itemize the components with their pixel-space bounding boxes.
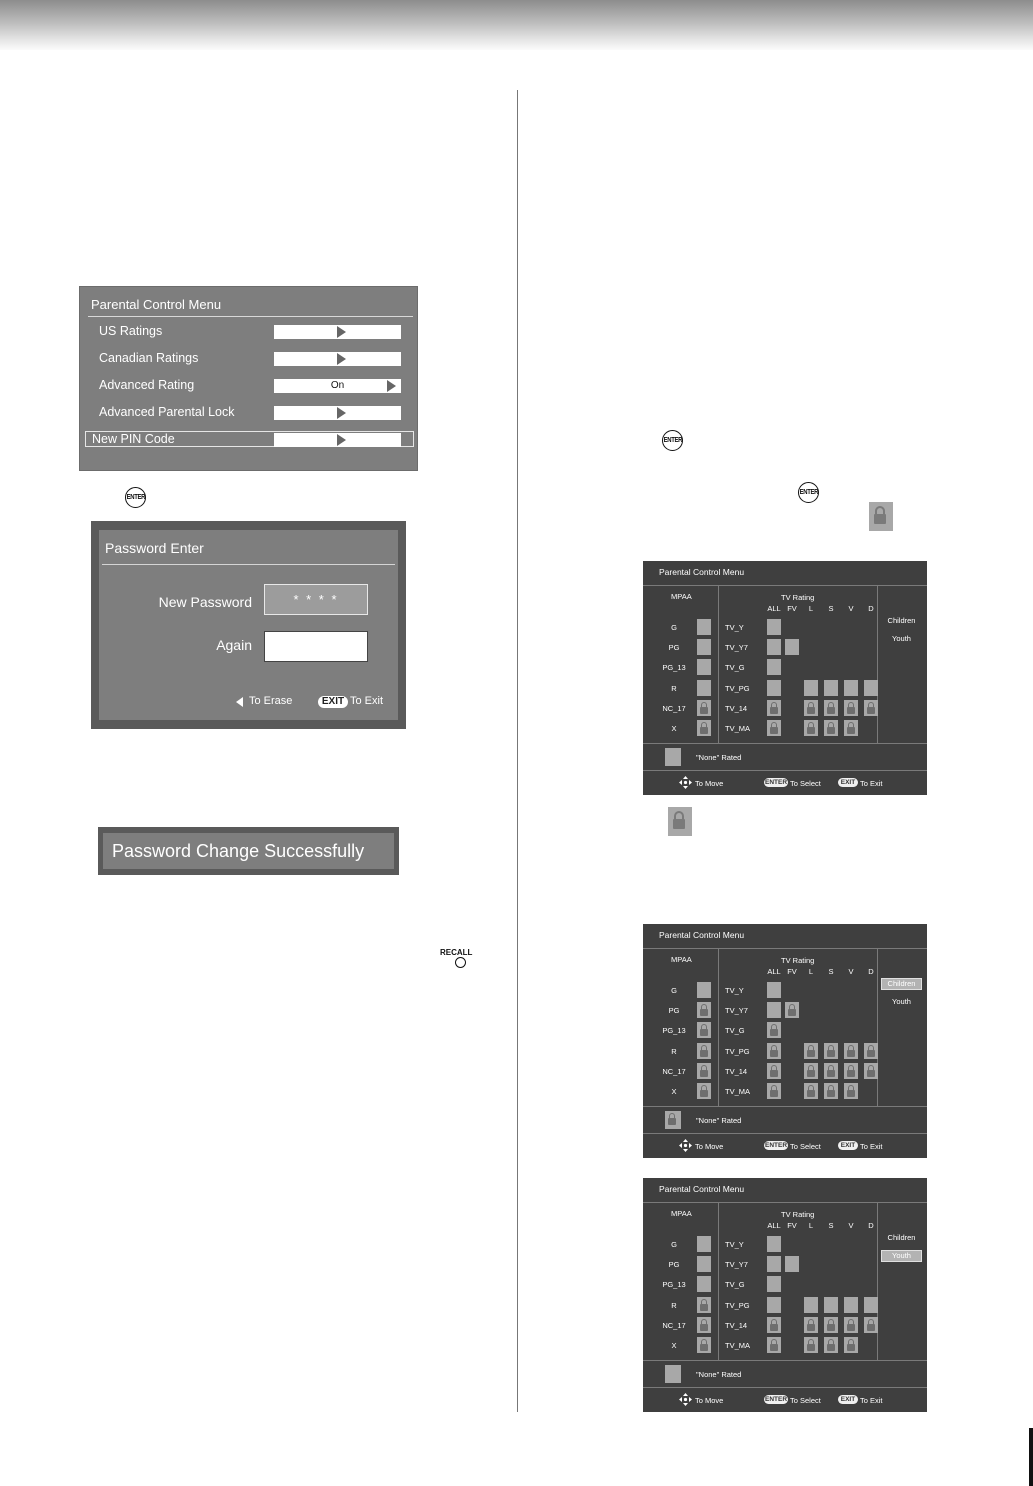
column-header-s: S [828,967,834,976]
tv-lock-cell-locked[interactable] [767,700,781,716]
age-group-children[interactable]: Children [887,616,916,625]
arrow-right-icon [337,434,346,446]
mpaa-label: PG_13 [662,663,686,672]
panel-title: Parental Control Menu [659,567,745,577]
tv-lock-cell[interactable] [767,639,781,655]
mpaa-lock-cell-locked[interactable] [697,1083,711,1099]
column-header-fv: FV [787,1221,797,1230]
tv-lock-cell-locked[interactable] [767,1337,781,1353]
tv-rating-header: TV Rating [781,593,815,602]
mpaa-label: NC_17 [662,1067,686,1076]
tv-rating-label: TV_Y [725,1240,744,1249]
column-header-s: S [828,1221,834,1230]
tv-lock-cell-locked[interactable] [844,1063,858,1079]
tv-lock-cell[interactable] [785,639,799,655]
none-rated-label: "None" Rated [696,753,742,762]
tv-lock-cell-locked[interactable] [767,1063,781,1079]
mpaa-lock-cell-locked[interactable] [697,700,711,716]
column-header-l: L [808,604,814,613]
menu-item-advanced-parental-lock[interactable]: Advanced Parental Lock [99,405,235,419]
tv-lock-cell-locked[interactable] [804,1043,818,1059]
exit-hint: To Exit [860,779,883,788]
enter-button-icon: ENTER [125,487,146,508]
tv-lock-cell-locked[interactable] [804,1083,818,1099]
tv-lock-cell-locked[interactable] [767,720,781,736]
tv-lock-cell-locked[interactable] [785,1002,799,1018]
panel-title: Parental Control Menu [659,1184,745,1194]
tv-lock-cell[interactable] [767,1002,781,1018]
mpaa-label: NC_17 [662,1321,686,1330]
tv-lock-cell[interactable] [864,1297,878,1313]
mpaa-lock-cell-locked[interactable] [697,1022,711,1038]
panel-title: Parental Control Menu [659,930,745,940]
tv-lock-cell-locked[interactable] [804,1337,818,1353]
move-hint: To Move [695,779,724,788]
mpaa-label: PG [668,643,680,652]
tv-lock-cell[interactable] [767,1276,781,1292]
success-message: Password Change Successfully [103,833,394,869]
select-hint: To Select [790,779,821,788]
tv-rating-label: TV_Y [725,623,744,632]
none-rated-section [643,1107,927,1133]
mpaa-label: PG_13 [662,1280,686,1289]
tv-rating-label: TV_MA [725,724,751,733]
column-header-fv: FV [787,604,797,613]
arrow-right-icon [387,380,396,392]
mpaa-lock-cell[interactable] [697,982,711,998]
menu-item-canadian-ratings[interactable]: Canadian Ratings [99,351,199,365]
mpaa-header: MPAA [671,1209,692,1218]
tv-lock-cell[interactable] [824,680,838,696]
tv-lock-cell[interactable] [767,680,781,696]
enter-key-icon: ENTER [764,779,788,786]
mpaa-lock-cell-locked[interactable] [697,1002,711,1018]
age-group-children[interactable]: Children [887,979,916,988]
erase-hint: To Erase [249,695,293,707]
again-password-field[interactable] [264,631,368,662]
arrow-right-icon [337,353,346,365]
column-header-l: L [808,967,814,976]
tv-rating-label: TV_MA [725,1087,751,1096]
enter-button-icon: ENTER [662,430,683,451]
tv-lock-cell[interactable] [767,1297,781,1313]
tv-lock-cell-locked[interactable] [767,1043,781,1059]
mpaa-label: G [671,1240,677,1249]
mpaa-lock-cell-locked[interactable] [697,1063,711,1079]
tv-rating-label: TV_Y7 [725,643,748,652]
column-header-fv: FV [787,967,797,976]
mpaa-label: G [671,623,677,632]
age-group-youth[interactable]: Youth [892,997,911,1006]
tv-rating-label: TV_PG [725,1301,750,1310]
recall-label: RECALL [440,948,473,957]
column-header-all: ALL [767,967,781,976]
parental-control-menu [79,286,418,471]
title-divider [102,564,395,565]
mpaa-lock-cell-locked[interactable] [697,720,711,736]
recall-button-icon [455,957,466,968]
tv-rating-label: TV_14 [725,1321,748,1330]
none-rated-lock-cell-locked[interactable] [665,1111,681,1129]
age-group-section [878,1203,927,1360]
tv-rating-label: TV_Y7 [725,1260,748,1269]
lock-icon [668,807,692,836]
tv-lock-cell[interactable] [767,982,781,998]
none-rated-lock-cell[interactable] [665,748,681,766]
column-header-v: V [848,604,854,613]
menu-item-new-pin-code[interactable]: New PIN Code [92,432,175,446]
arrow-right-icon [337,407,346,419]
tv-rating-label: TV_MA [725,1341,751,1350]
column-header-d: D [868,604,874,613]
tv-lock-cell[interactable] [844,1297,858,1313]
tv-lock-cell-locked[interactable] [767,1317,781,1333]
exit-hint: To Exit [860,1396,883,1405]
mpaa-label: R [671,1047,677,1056]
tv-rating-label: TV_G [725,663,745,672]
exit-key-icon: EXIT [838,1395,858,1404]
tv-lock-cell[interactable] [767,1256,781,1272]
password-dialog [91,521,406,729]
arrow-left-icon [236,697,243,707]
tv-lock-cell[interactable] [844,680,858,696]
move-arrows-icon [679,776,692,789]
mpaa-lock-cell-locked[interactable] [697,1297,711,1313]
select-hint: To Select [790,1142,821,1151]
age-group-youth[interactable]: Youth [892,1251,911,1260]
mpaa-lock-cell[interactable] [697,1256,711,1272]
menu-item-advanced-rating[interactable]: Advanced Rating [99,378,195,392]
tv-lock-cell[interactable] [804,680,818,696]
enter-button-icon: ENTER [798,482,819,503]
tv-rating-label: TV_G [725,1280,745,1289]
tv-lock-cell-locked[interactable] [824,1083,838,1099]
tv-lock-cell[interactable] [767,619,781,635]
tv-lock-cell-locked[interactable] [824,1317,838,1333]
age-group-section [878,586,927,743]
new-password-label: New Password [158,594,252,610]
exit-key-icon: EXIT [838,1141,858,1150]
tv-lock-cell-locked[interactable] [844,1337,858,1353]
move-arrows-icon [679,1393,692,1406]
tv-lock-cell-locked[interactable] [767,1022,781,1038]
tv-lock-cell-locked[interactable] [824,1337,838,1353]
mpaa-header: MPAA [671,592,692,601]
tv-lock-cell-locked[interactable] [864,1063,878,1079]
mpaa-lock-cell[interactable] [697,659,711,675]
age-group-youth[interactable]: Youth [892,634,911,643]
tv-lock-cell[interactable] [767,659,781,675]
tv-lock-cell-locked[interactable] [864,700,878,716]
column-header-s: S [828,604,834,613]
mpaa-label: PG [668,1260,680,1269]
exit-key-icon: EXIT [838,778,858,787]
tv-lock-cell-locked[interactable] [804,700,818,716]
column-header-l: L [808,1221,814,1230]
move-hint: To Move [695,1142,724,1151]
tv-lock-cell[interactable] [824,1297,838,1313]
column-header-all: ALL [767,1221,781,1230]
tv-lock-cell-locked[interactable] [844,1083,858,1099]
mpaa-label: NC_17 [662,704,686,713]
none-rated-section [643,744,927,770]
column-divider [517,90,518,1412]
tv-lock-cell[interactable] [767,1236,781,1252]
advanced-rating-bar[interactable]: On [274,379,401,393]
none-rated-section [643,1361,927,1387]
tv-lock-cell[interactable] [804,1297,818,1313]
mpaa-lock-cell[interactable] [697,1276,711,1292]
mpaa-header: MPAA [671,955,692,964]
again-label: Again [216,637,252,653]
mpaa-lock-cell[interactable] [697,639,711,655]
arrow-right-icon [337,326,346,338]
mpaa-lock-cell-locked[interactable] [697,1043,711,1059]
column-header-v: V [848,1221,854,1230]
tv-rating-label: TV_Y7 [725,1006,748,1015]
enter-key-icon: ENTER [764,1396,788,1403]
select-hint: To Select [790,1396,821,1405]
column-header-d: D [868,1221,874,1230]
mpaa-lock-cell[interactable] [697,619,711,635]
enter-key-icon: ENTER [764,1142,788,1149]
tv-rating-label: TV_PG [725,684,750,693]
none-rated-lock-cell[interactable] [665,1365,681,1383]
new-password-field[interactable]: * * * * [264,584,368,615]
tv-lock-cell-locked[interactable] [804,720,818,736]
mpaa-label: PG [668,1006,680,1015]
mpaa-label: G [671,986,677,995]
mpaa-label: X [671,1341,677,1350]
mpaa-lock-cell-locked[interactable] [697,1337,711,1353]
tv-lock-cell-locked[interactable] [824,1043,838,1059]
title-divider [88,316,413,317]
tv-lock-cell-locked[interactable] [844,720,858,736]
page-edge-marker [1029,1428,1033,1486]
tv-rating-label: TV_14 [725,1067,748,1076]
age-group-children[interactable]: Children [887,1233,916,1242]
tv-rating-label: TV_14 [725,704,748,713]
column-header-d: D [868,967,874,976]
dialog-title: Password Enter [105,540,204,556]
rating-panel-3 [643,1178,927,1412]
mpaa-label: PG_13 [662,1026,686,1035]
none-rated-label: "None" Rated [696,1370,742,1379]
tv-lock-cell-locked[interactable] [804,1317,818,1333]
rating-panel-1 [643,561,927,795]
tv-rating-header: TV Rating [781,956,815,965]
mpaa-label: R [671,1301,677,1310]
column-header-all: ALL [767,604,781,613]
age-group-section [878,949,927,1106]
tv-rating-label: TV_Y [725,986,744,995]
mpaa-lock-cell-locked[interactable] [697,1317,711,1333]
tv-lock-cell[interactable] [864,680,878,696]
tv-lock-cell-locked[interactable] [844,700,858,716]
exit-hint: To Exit [860,1142,883,1151]
tv-lock-cell-locked[interactable] [767,1083,781,1099]
tv-lock-cell[interactable] [785,1256,799,1272]
lock-icon [869,502,893,531]
tv-lock-cell-locked[interactable] [824,1063,838,1079]
mpaa-label: X [671,1087,677,1096]
move-arrows-icon [679,1139,692,1152]
move-hint: To Move [695,1396,724,1405]
header-band [0,0,1033,50]
tv-lock-cell-locked[interactable] [864,1043,878,1059]
tv-lock-cell-locked[interactable] [824,720,838,736]
exit-key-icon: EXIT [318,696,348,708]
tv-rating-header: TV Rating [781,1210,815,1219]
mpaa-label: R [671,684,677,693]
rating-panel-2 [643,924,927,1158]
tv-rating-label: TV_PG [725,1047,750,1056]
exit-hint: To Exit [350,695,384,707]
tv-lock-cell-locked[interactable] [804,1063,818,1079]
mpaa-label: X [671,724,677,733]
success-banner [98,827,399,875]
tv-lock-cell-locked[interactable] [844,1043,858,1059]
tv-lock-cell-locked[interactable] [864,1317,878,1333]
none-rated-label: "None" Rated [696,1116,742,1125]
mpaa-lock-cell[interactable] [697,1236,711,1252]
menu-item-us-ratings[interactable]: US Ratings [99,324,163,338]
tv-rating-label: TV_G [725,1026,745,1035]
menu-title: Parental Control Menu [91,297,222,312]
column-header-v: V [848,967,854,976]
tv-lock-cell-locked[interactable] [844,1317,858,1333]
tv-lock-cell-locked[interactable] [824,700,838,716]
mpaa-lock-cell[interactable] [697,680,711,696]
